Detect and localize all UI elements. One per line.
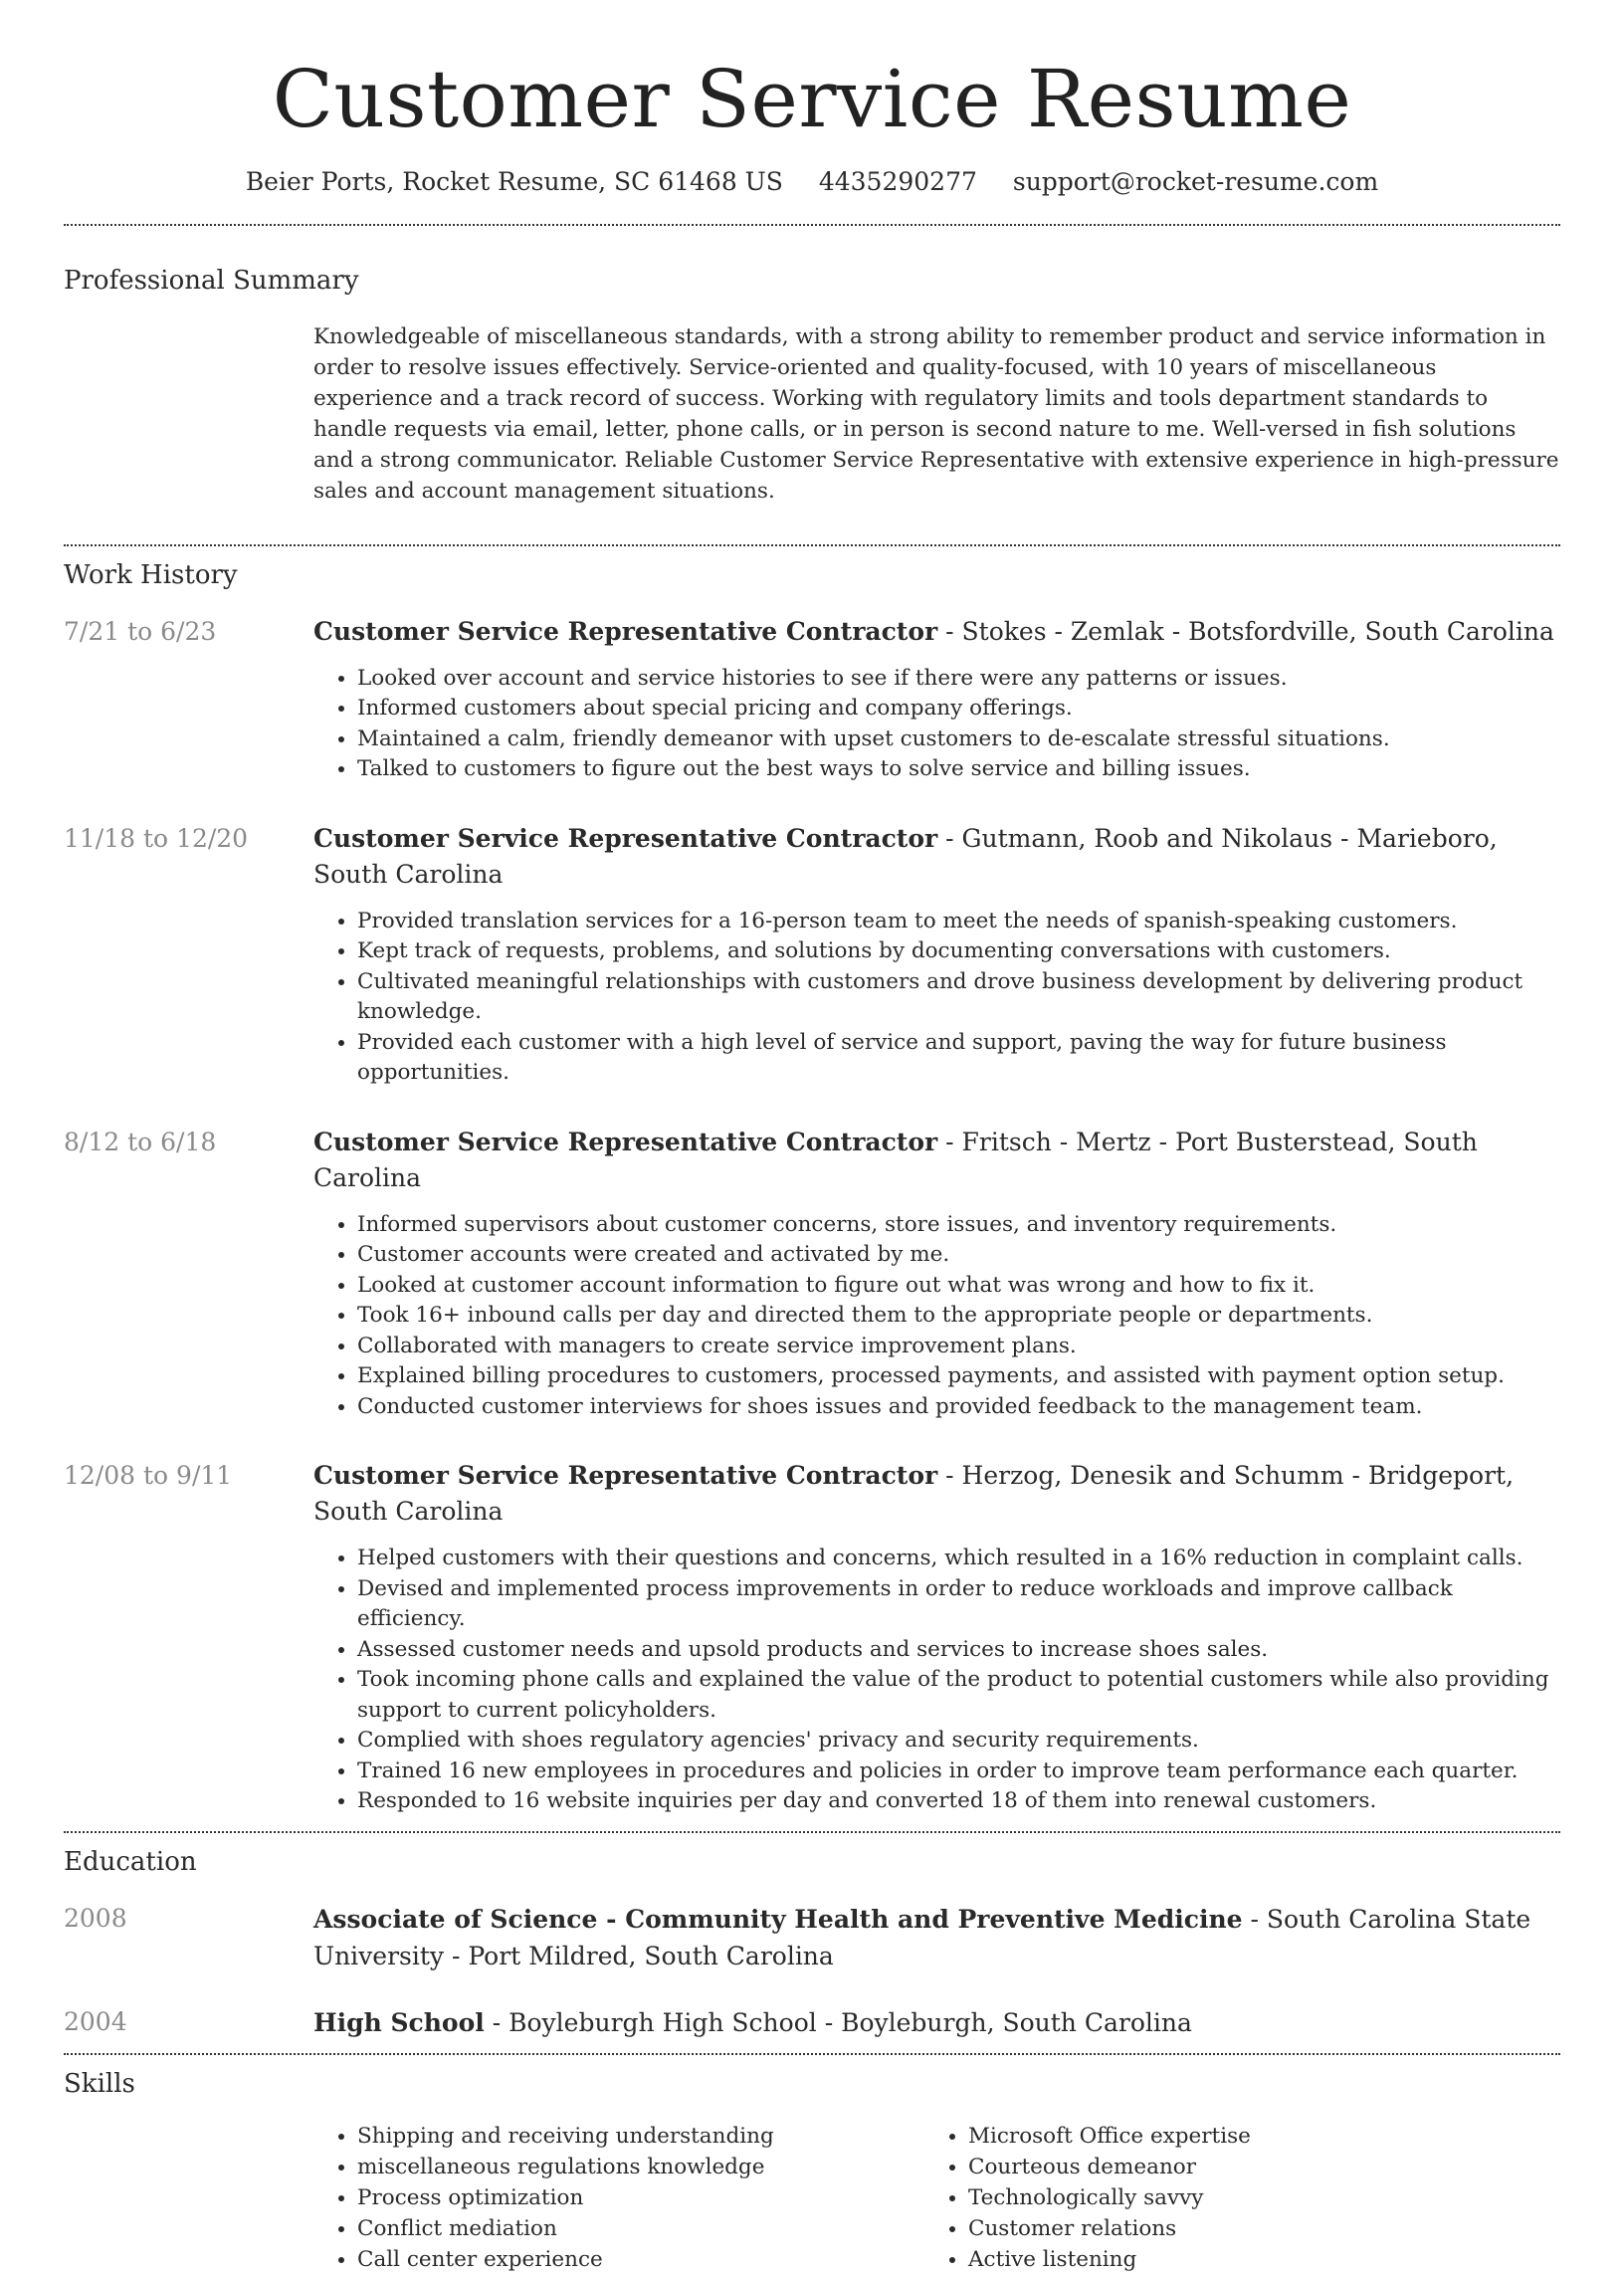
education-heading-line — [313, 2004, 1560, 2041]
skill-item: • Microsoft Office expertise — [968, 2121, 1535, 2152]
job-bullet: • Collaborated with managers to create service improvement plans. — [357, 1332, 1560, 1362]
job-bullet: • Kept track of requests, problems, and solutions by documenting conversations with customers. — [357, 936, 1560, 967]
job-entry — [64, 614, 1560, 785]
education-body — [313, 1901, 1560, 1974]
job-dates: 8/12 to 6/18 — [64, 1127, 217, 1156]
skills-list-right — [924, 2121, 1535, 2275]
job-bullet: • Assessed customer needs and upsold products and services to increase shoes sales. — [357, 1635, 1560, 1666]
skills-heading: Skills — [64, 2068, 135, 2099]
job-bullet: • Provided each customer with a high level of service and support, paving the way for future business opportunities. — [357, 1028, 1560, 1089]
skill-item: • Customer relations — [968, 2213, 1535, 2244]
education-details: - Boyleburgh High School - Boyleburgh, South Carolina — [484, 2007, 1192, 2037]
skill-item: • Shipping and receiving understanding — [357, 2121, 924, 2152]
job-details: - Gutmann, Roob and Nikolaus - Marieboro, South Carolina — [313, 823, 1498, 889]
resume-title: Customer Service Resume — [272, 53, 1352, 145]
job-heading — [313, 1458, 1560, 1530]
skill-item: • Technologically savvy — [968, 2182, 1535, 2213]
contact-address: Beier Ports, Rocket Resume, SC 61468 US — [245, 167, 783, 196]
job-bullets — [313, 664, 1560, 785]
work-history-heading: Work History — [64, 559, 238, 590]
job-bullet: • Talked to customers to figure out the best ways to solve service and billing issues. — [357, 754, 1560, 785]
job-bullet: • Responded to 16 website inquiries per day and converted 18 of them into renewal customers. — [357, 1786, 1560, 1817]
summary-heading: Professional Summary — [64, 266, 359, 296]
job-bullet: • Helped customers with their questions and concerns, which resulted in a 16% reduction in complaint calls. — [357, 1544, 1560, 1574]
job-body — [313, 614, 1560, 785]
education-degree: High School — [313, 2007, 485, 2037]
job-bullet: • Complied with shoes regulatory agencies' privacy and security requirements. — [357, 1726, 1560, 1757]
education-details: - South Carolina State University - Port Mildred, South Carolina — [313, 1904, 1531, 1970]
job-details: - Herzog, Denesik and Schumm - Bridgeport, South Carolina — [313, 1461, 1515, 1526]
job-bullet: • Devised and implemented process improvements in order to reduce workloads and improve callback efficiency. — [357, 1574, 1560, 1635]
job-bullet: • Cultivated meaningful relationships with customers and drove business development by delivering product knowledge. — [357, 967, 1560, 1028]
job-heading — [313, 1125, 1560, 1196]
education-year: 2008 — [64, 1903, 127, 1933]
job-bullet: • Informed customers about special pricing and company offerings. — [357, 694, 1560, 724]
job-bullet: • Explained billing procedures to customers, processed payments, and assisted with payment option setup. — [357, 1361, 1560, 1392]
job-bullet: • Looked at customer account information to figure out what was wrong and how to fix it. — [357, 1271, 1560, 1302]
job-dates: 11/18 to 12/20 — [64, 823, 249, 853]
job-entry — [64, 821, 1560, 1089]
contact-line — [64, 167, 1560, 196]
job-bullet: • Took incoming phone calls and explained the value of the product to potential customers while also providing support to current policyholders. — [357, 1665, 1560, 1726]
section-divider — [64, 2053, 1560, 2055]
job-bullet: • Looked over account and service histories to see if there were any patterns or issues. — [357, 664, 1560, 695]
education-heading: Education — [64, 1846, 197, 1877]
job-entry — [64, 1125, 1560, 1423]
job-dates: 7/21 to 6/23 — [64, 616, 217, 646]
job-body — [313, 821, 1560, 1089]
skill-item: • Conflict mediation — [357, 2213, 924, 2244]
education-entry — [64, 1901, 1560, 1974]
section-divider — [64, 1831, 1560, 1833]
job-bullet: • Maintained a calm, friendly demeanor with upset customers to de-escalate stressful situations. — [357, 724, 1560, 755]
job-bullets — [313, 1544, 1560, 1817]
job-bullet: • Conducted customer interviews for shoes issues and provided feedback to the management team. — [357, 1392, 1560, 1423]
job-bullet: • Customer accounts were created and activated by me. — [357, 1240, 1560, 1271]
contact-phone: 4435290277 — [818, 167, 977, 196]
job-details: - Fritsch - Mertz - Port Busterstead, South Carolina — [313, 1127, 1478, 1192]
skill-item: • Process optimization — [357, 2182, 924, 2213]
job-title: Customer Service Representative Contractor — [313, 1461, 938, 1490]
section-divider — [64, 224, 1560, 226]
work-history-list — [64, 614, 1560, 1831]
skill-item: • Active listening — [968, 2244, 1535, 2275]
skill-item: • Courteous demeanor — [968, 2152, 1535, 2182]
job-body — [313, 1125, 1560, 1423]
resume-page — [64, 0, 1560, 2275]
job-heading — [313, 614, 1560, 650]
section-divider — [64, 544, 1560, 546]
job-details: - Stokes - Zemlak - Botsfordville, South Carolina — [937, 616, 1554, 646]
education-year: 2004 — [64, 2006, 127, 2036]
job-bullets — [313, 1210, 1560, 1423]
education-body — [313, 2004, 1560, 2041]
job-entry — [64, 1458, 1560, 1831]
job-bullet: • Trained 16 new employees in procedures and policies in order to improve team performance each quarter. — [357, 1757, 1560, 1787]
skill-item: • Call center experience — [357, 2244, 924, 2275]
job-bullets — [313, 907, 1560, 1089]
skills-list-left — [313, 2121, 924, 2275]
job-body — [313, 1458, 1560, 1817]
job-title: Customer Service Representative Contractor — [313, 823, 938, 853]
education-degree: Associate of Science - Community Health and Preventive Medicine — [313, 1904, 1243, 1934]
job-heading — [313, 821, 1560, 893]
job-bullet: • Informed supervisors about customer concerns, store issues, and inventory requirements. — [357, 1210, 1560, 1241]
job-title: Customer Service Representative Contractor — [313, 616, 938, 646]
education-heading-line — [313, 1901, 1560, 1974]
contact-email: support@rocket-resume.com — [1012, 167, 1379, 196]
skills-columns — [313, 2121, 1560, 2275]
job-title: Customer Service Representative Contractor — [313, 1127, 938, 1156]
job-bullet: • Provided translation services for a 16-person team to meet the needs of spanish-speaking customers. — [357, 907, 1560, 937]
job-bullet: • Took 16+ inbound calls per day and directed them to the appropriate people or departments. — [357, 1301, 1560, 1332]
education-entry — [64, 2004, 1560, 2053]
summary-text: Knowledgeable of miscellaneous standards, with a strong ability to remember product and service information in order to resolve issues effectively. Service-oriented and quality-focused, with 10 years of miscellaneous experience and a track record of success. Working with regulatory limits and tools department standards to handle requests via email, letter, phone calls, or in person is second nature to me. Well-versed in fish solutions and a strong communicator. Reliable Customer Service Representative with extensive experience in high-pressure sales and account management situations. — [313, 324, 1559, 504]
job-dates: 12/08 to 9/11 — [64, 1461, 233, 1490]
skill-item: • miscellaneous regulations knowledge — [357, 2152, 924, 2182]
